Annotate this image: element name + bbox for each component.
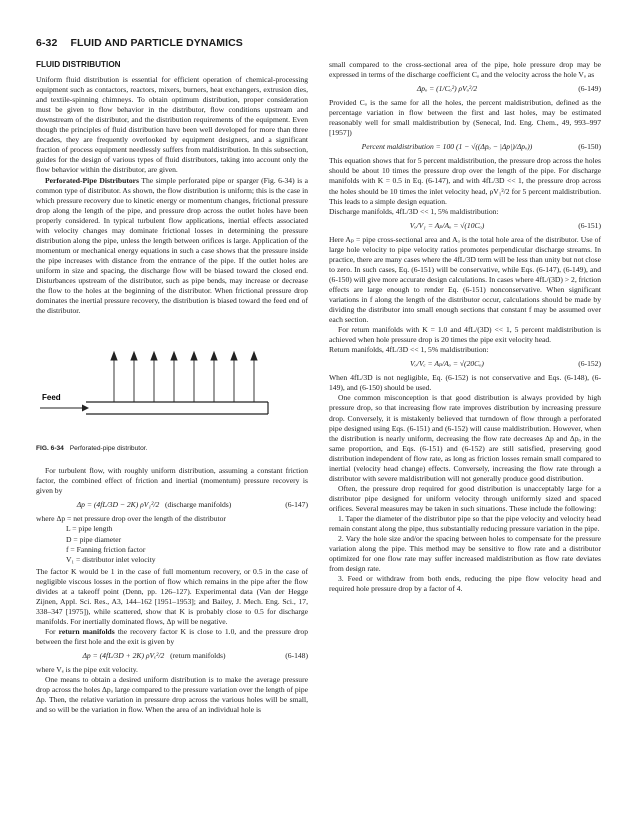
equation-6-152-number: (6-152)	[578, 359, 601, 369]
equation-6-147-body: Δp = (4fL/3D − 2K) ρV₁²/2 (discharge manifolds)	[76, 500, 232, 510]
equation-6-151-number: (6-151)	[578, 220, 601, 230]
ve-paragraph: where Vₑ is the pipe exit velocity.	[36, 665, 138, 675]
running-title: FLUID AND PARTICLE DYNAMICS	[70, 37, 243, 49]
equation-6-147-number: (6-147)	[285, 500, 308, 510]
figure-caption-label: FIG. 6-34	[36, 445, 64, 453]
equation-6-151-body: Vₒ/V₁ = Aₚ/Aₒ = √(10Cₒ)	[409, 220, 485, 230]
turbulent-paragraph: For turbulent flow, with roughly uniform distribution, assuming a constant friction factor, the combined effect of friction and inertial (momentum) pressure recovery is given by	[36, 466, 308, 496]
outlet-arrows	[111, 352, 257, 402]
equation-6-148-body: Δp = (4fL/3D + 2K) ρVₑ²/2 (return manifolds)	[82, 651, 226, 661]
when-paragraph: When 4fL/3D is not negligible, Eq. (6-152) is not conservative and Eqs. (6-148), (6-149), and (6-150) should be used.	[329, 373, 601, 393]
here-paragraph: Here Aₚ = pipe cross-sectional area and Aₒ is the total hole area of the distributor. Use of large hole velocity to pipe velocity ratios promotes perpendicular discharge streams. In practice, there are many cases where the 4fL/3D term will be less than unity but not close to zero. In such cases, Eq. (6-151) will be conservative, while Eqs. (6-147), (6-149), and (6-150) will give more accurate design calculations. In cases where 4fL/(3D) > 2, friction effects are large enough to render Eq. (6-151) nonconservative. When significant variations in f along the length of the distributor occur, calculations should be made by dividing the distributor into small enough sections that constant f may be assumed over each section.	[329, 234, 601, 325]
often-paragraph: Often, the pressure drop required for good distribution is unacceptably large for a distributor pipe designed for uniform velocity through uniformly sized and spaced orifices. Several measures may be taken in such situations. These include the following:	[329, 483, 601, 513]
equation-6-150	[329, 142, 601, 152]
page-header	[36, 37, 243, 49]
equation-6-149	[329, 84, 601, 94]
equation-6-150-body: Percent maldistribution = 100 (1 − √((Δpₒ − |Δp|)/Δpₒ))	[361, 142, 533, 152]
return-manifolds-paragraph: For return manifolds with K = 1.0 and 4fL/(3D) << 1, 5 percent maldistribution is achieved when hole pressure drop is 20 times the pipe exit velocity head.	[329, 325, 601, 345]
figure-6-34	[36, 330, 308, 440]
return-label: Return manifolds, 4fL/3D << 1, 5% maldistribution:	[329, 345, 489, 355]
small-paragraph: small compared to the cross-sectional area of the pipe, hole pressure drop may be expressed in terms of the discharge coefficient Cₒ and the velocity across the hole Vₒ as	[329, 60, 601, 80]
list-item: 2. Vary the hole size and/or the spacing between holes to compensate for the pressure variation along the pipe. This method may be sensitive to flow rate and a distributor optimized for one flow rate may suffer increased maldistribution as flow rate deviates from design rate.	[329, 534, 601, 574]
factor-paragraph: The factor K would be 1 in the case of full momentum recovery, or 0.5 in the case of negligible viscous losses in the portion of flow which remains in the pipe after the flow divides at a takeoff point (Denn, pp. 126–127). Experimental data (Van der Hegge Zijnen, Appl. Sci. Res., A3, 144–162 [1951–1953]; and Bailey, J. Mech. Eng. Sci., 17, 338–347 [1975]), while scattered, show that K is probably close to 0.5 for discharge manifolds. For inertially dominated flows, Δp will be negative.	[36, 566, 308, 626]
feed-arrow-head	[82, 405, 89, 412]
equation-6-152	[329, 359, 601, 369]
provided-paragraph: Provided Cₒ is the same for all the holes, the percent maldistribution, defined as the percentage variation in flow between the first and last holes, may be estimated reasonably well for small maldistribution by (Senecal, Ind. Eng. Chem., 49, 993–997 [1957])	[329, 98, 601, 138]
where-line: where Δp = net pressure drop over the length of the distributor	[36, 514, 226, 524]
perforated-pipe-diagram	[36, 330, 308, 440]
measures-list	[329, 514, 601, 594]
return-paragraph: For return manifolds the recovery factor K is close to 1.0, and the pressure drop between the first hole and the exit is given by	[36, 626, 309, 646]
equation-6-147	[36, 500, 308, 510]
equation-6-148	[36, 651, 308, 661]
means-paragraph: One means to obtain a desired uniform distribution is to make the average pressure drop across the holes Δpₒ large compared to the pressure variation over the length of pipe Δp. Then, the relative variation in pressure drop across the various holes will be small, and so will be the variation in flow. When the area of an individual hole is	[36, 675, 308, 715]
feed-label: Feed	[42, 393, 61, 403]
return-runin: return manifolds	[58, 626, 115, 636]
where-line: V₁ = distributor inlet velocity	[66, 554, 156, 564]
shows-paragraph: This equation shows that for 5 percent maldistribution, the pressure drop across the holes should be about 10 times the pressure drop over the length of the pipe. For discharge manifolds with K = 0.5 in Eq. (6-147), and with 4fL/3D << 1, the pressure drop across the holes should be 10 times the inlet velocity head, ρV₁²/2 for 5 percent maldistribution. This leads to a simple design equation.	[329, 156, 601, 206]
figure-caption	[36, 444, 308, 454]
perforated-text: The simple perforated pipe or sparger (Fig. 6-34) is a common type of distributor. As shown, the flow distribution is uniform; this is the case in which pressure recovery due to kinetic energy or momentum changes, frictional pressure drop along the length of the pipe, and pressure drop across the outlet holes have been properly considered. In typical turbulent flow applications, inertial effects associated with velocity changes may dominate frictional losses in determining the pressure distribution along the pipe, unless the length between orifices is large. Application of the momentum or mechanical energy equations in such a case shows that the pressure inside the pipe increases with distance from the entrance of the pipe. If the outlet holes are uniform in size and spacing, the discharge flow will be biased toward the closed end. Disturbances upstream of the distributor, such as pipe bends, may increase or decrease the flow to the holes at the beginning of the distributor. When frictional pressure drop dominates the inertial pressure recovery, the distribution is biased toward the feed end of the distributor.	[36, 175, 309, 316]
where-list	[36, 514, 308, 564]
intro-paragraph: Uniform fluid distribution is essential for efficient operation of chemical-processing equipment such as contactors, reactors, mixers, burners, heat exchangers, extrusion dies, and textile-spinning chimneys. To obtain optimum distribution, proper consideration must be given to flow behavior in the distributor, flow conditions upstream and downstream of the distributor, and the distribution requirements of the equipment. Even though the principles of fluid distribution have been well developed for more than three decades, they are frequently overlooked by equipment designers, and a significant fraction of process equipment needlessly suffers from maldistribution. In this subsection, guides for the design of various types of fluid distributors, taking into account only the flow behavior within the distributor, are given.	[36, 75, 308, 175]
equation-6-148-number: (6-148)	[285, 651, 308, 661]
where-line: D = pipe diameter	[66, 534, 122, 544]
discharge-label: Discharge manifolds, 4fL/3D << 1, 5% maldistribution:	[329, 206, 499, 216]
section-title: FLUID DISTRIBUTION	[36, 60, 121, 69]
list-item: 3. Feed or withdraw from both ends, reducing the pipe flow velocity head and required hole pressure drop by a factor of 4.	[329, 574, 601, 594]
left-column	[36, 60, 308, 715]
equation-6-149-body: Δpₒ = (1/Cₒ²) ρVₒ²/2	[416, 84, 478, 94]
figure-caption-text: Perforated-pipe distributor.	[69, 445, 148, 453]
perforated-paragraph	[36, 176, 308, 317]
equation-6-149-number: (6-149)	[578, 84, 601, 94]
runin-heading: Perforated-Pipe Distributors	[45, 175, 140, 185]
equation-6-150-number: (6-150)	[578, 142, 601, 152]
equation-6-152-body: Vₒ/Vₑ = Aₚ/Aₒ = √(20Cₒ)	[410, 359, 484, 369]
where-line: f = Fanning friction factor	[66, 544, 146, 554]
equation-6-151	[329, 221, 601, 231]
page-number: 6-32	[36, 37, 58, 49]
right-column	[329, 60, 601, 594]
where-line: L = pipe length	[66, 524, 113, 534]
misconception-paragraph: One common misconception is that good distribution is always provided by high pressure drop, so that increasing flow rate improves distribution by increasing pressure drop. Conversely, it is mistakenly believed that turndown of flow through a perforated pipe designed using Eqs. (6-151) and (6-152) will cause maldistribution. However, when the distribution is nearly uniform, decreasing the flow rate decreases Δp and Δpₒ in the same proportion, and Eqs. (6-151) and (6-152) are still satisfied, preserving good distribution independent of flow rate, as long as friction losses remain small compared to inertial (velocity head change) effects. Conversely, increasing the flow rate through a distributor with severe maldistribution will not generally produce good distribution.	[329, 393, 601, 483]
list-item: 1. Taper the diameter of the distributor pipe so that the pipe velocity and velocity head remain constant along the pipe, thus substantially reducing pressure variation in the pipe.	[329, 513, 601, 534]
